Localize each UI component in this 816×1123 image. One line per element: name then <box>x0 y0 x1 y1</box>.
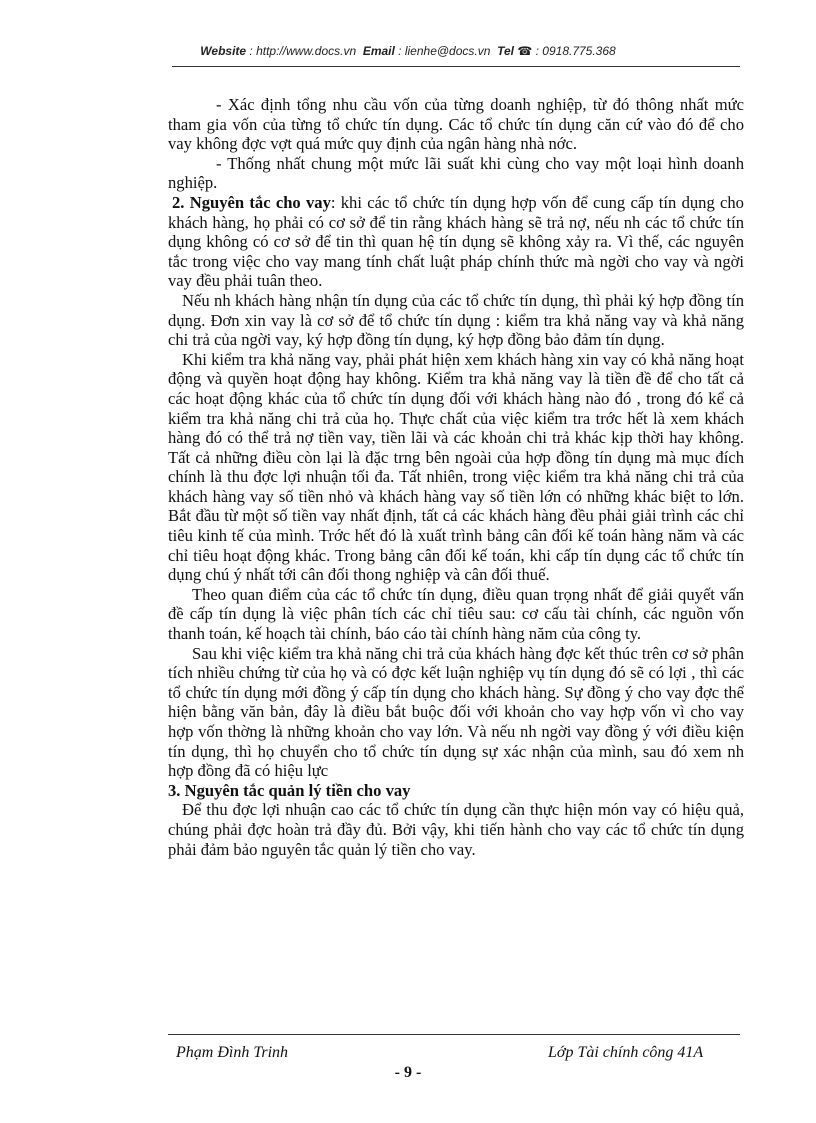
tel-label: Tel <box>497 44 514 58</box>
footer-class: Lớp Tài chính công 41A <box>548 1044 704 1061</box>
email-address[interactable]: : lienhe@docs.vn <box>398 44 491 58</box>
website-label: Website <box>200 44 247 58</box>
phone-icon: ☎ <box>517 44 533 58</box>
page-number: - 9 - <box>394 1064 422 1081</box>
header-divider <box>172 66 740 67</box>
tel-number: : 0918.775.368 <box>535 44 616 58</box>
paragraph-3: Nếu nh khách hàng nhận tín dụng của các tổ chức tín dụng, thì phải ký hợp đồng tín dụng. Đơn xin vay là cơ sở để tổ chức tín dụng : kiểm tra khả năng vay và khả năng chi trả của ngời vay, ký hợp đồng tín dụng, ký hợp đồng bảo đảm tín dụng. <box>168 290 744 350</box>
section-2 <box>168 193 744 291</box>
paragraph-6: Sau khi việc kiểm tra khả năng chi trả của khách hàng đợc kết thúc trên cơ sở phân tích nhiều chứng từ của họ và có đợc kết luận nghiệp vụ tín dụng đó sẽ có lợi , thì các tổ chức tín dụng mới đồng ý cấp tín dụng cho khách hàng. Sự đồng ý cho vay đợc thể hiện bằng văn bản, đây là điều bắt buộc đối với khoản cho vay hợp vốn vì cho vay hợp vốn thờng là những khoản cho vay lớn. Và nếu nh ngời vay đồng ý với điều kiện tín dụng, thì họ chuyển cho tổ chức tín dụng sự xác nhận của mình, sau đó xem nh hợp đồng đã có hiệu lực <box>168 643 744 781</box>
paragraph-1: - Xác định tổng nhu cầu vốn của từng doanh nghiệp, từ đó thông nhất mức tham gia vốn của từng tổ chức tín dụng. Các tổ chức tín dụng căn cứ vào đó để cho vay không đợc vợt quá mức quy định của ngân hàng nhà nớc. <box>168 95 744 154</box>
paragraph-4: Khi kiểm tra khả năng vay, phải phát hiện xem khách hàng xin vay có khả năng hoạt động và quyền hoạt động hay không. Kiểm tra khả năng vay là tiền đề để cho tất cả các hoạt động khác của tổ chức tín dụng đối với khách hàng nào đó , trong đó kể cả kiểm tra khả năng chi trả của họ. Thực chất của việc kiểm tra trớc hết là xem khách hàng đó có thể trả nợ tiền vay, tiền lãi và các khoản chi trả khác kịp thời hay không. Tất cả những điều còn lại là đặc trng bên ngoài của hợp đồng tín dụng mà mục đích chính là thu đợc lợi nhuận tối đa. Tất nhiên, trong việc kiểm tra khả năng chi trả của khách hàng vay số tiền nhỏ và khách hàng vay số tiền lớn có những khác biệt to lớn. Bắt đầu từ một số tiền vay nhất định, tất cả các khách hàng đều phải giải trình các chỉ tiêu kinh tế của mình. Trớc hết đó là xuất trình bảng cân đối kế toán hàng năm và các chỉ tiêu hoạt động khác. Trong bảng cân đối kế toán, khi cấp tín dụng các tổ chức tín dụng chú ý nhất tới cân đối thong nghiệp và cân đối thuế. <box>168 349 744 585</box>
page-header <box>0 44 816 58</box>
paragraph-7: Để thu đợc lợi nhuận cao các tổ chức tín dụng cần thực hiện món vay có hiệu quả, chúng phải đợc hoàn trả đầy đủ. Bởi vậy, khi tiến hành cho vay các tổ chức tín dụng phải đảm bảo nguyên tắc quản lý tiền cho vay. <box>168 800 744 859</box>
section-2-heading: 2. Nguyên tắc cho vay <box>172 192 331 212</box>
section-3-heading: 3. Nguyên tắc quản lý tiền cho vay <box>168 780 411 800</box>
footer-divider <box>168 1034 740 1035</box>
paragraph-5: Theo quan điểm của các tổ chức tín dụng, điều quan trọng nhất để giải quyết vấn đề cấp tín dụng là việc phân tích các chỉ tiêu sau: cơ cấu tài chính, các nguồn vốn thanh toán, kế hoạch tài chính, báo cáo tài chính hàng năm của công ty. <box>168 584 744 644</box>
paragraph-2: - Thống nhất chung một mức lãi suất khi cùng cho vay một loại hình doanh nghiệp. <box>168 153 744 193</box>
document-body <box>168 95 744 859</box>
website-url[interactable]: : http://www.docs.vn <box>249 44 357 58</box>
section-2-text: : khi các tổ chức tín dụng hợp vốn để cung cấp tín dụng cho khách hàng, họ phải có cơ sở để tin rằng khách hàng sẽ trả nợ, nếu nh các tổ chức tín dụng không có cơ sở để tin thì quan hệ tín dụng sẽ không xảy ra. Vì thế, các nguyên tắc trong việc cho vay mang tính chất luật pháp chính thức mà ngời cho vay và ngời vay đều phải tuân theo. <box>168 192 744 291</box>
email-label: Email <box>362 44 395 58</box>
footer-author: Phạm Đình Trinh <box>176 1044 289 1061</box>
